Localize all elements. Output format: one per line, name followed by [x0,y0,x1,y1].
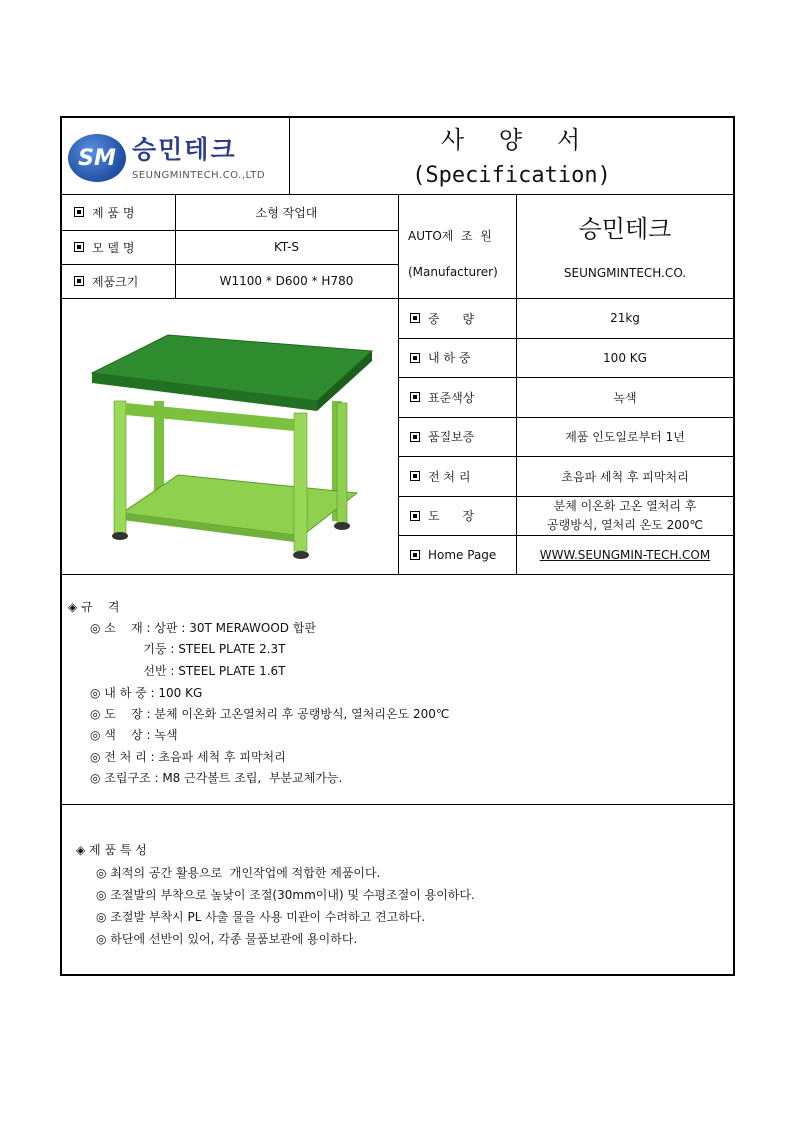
checkbox-icon [410,511,420,521]
checkbox-icon [410,550,420,560]
company-logo [66,130,286,188]
spec-sheet [60,116,735,976]
product-name-value: 소형 작업대 [255,205,318,220]
spec-pretreatment-value: 초음파 세척 후 피막처리 [561,469,689,484]
manufacturer-site: SEUNGMINTECH.CO. [563,266,687,280]
logo-name: 승민테크 [132,135,237,164]
spec-weight-value: 21kg [610,311,640,325]
feature-line: ◎ 조절발의 부착으로 높낮이 조절(30mm이내) 및 수평조절이 용이하다. [96,888,475,902]
spec-load-value: 100 KG [603,350,647,365]
features-heading: ◈ 제 품 특 성 [76,843,147,857]
checkbox-icon [410,392,420,402]
spec-pretreatment-label: 전 처 리 [398,456,516,496]
product-size-value: W1100 * D600 * H780 [219,274,354,288]
checkbox-icon [74,207,84,217]
spec-color-label: 표준색상 [398,377,516,417]
standard-line: 선반 : STEEL PLATE 1.6T [90,664,286,678]
standard-line: ◎ 색 상 : 녹색 [90,728,178,742]
homepage-link[interactable]: WWW.SEUNGMIN-TECH.COM [539,547,711,562]
model-name-label: 모 델 명 [62,230,175,264]
standard-line: 기둥 : STEEL PLATE 2.3T [90,642,286,656]
model-name-value: KT-S [273,240,300,254]
standard-line: ◎ 도 장 : 분체 이온화 고온열처리 후 공랭방식, 열처리온도 200℃ [90,707,450,721]
checkbox-icon [74,276,84,286]
title-english: (Specification) [412,162,611,188]
checkbox-icon [410,353,420,363]
feature-line: ◎ 조절발 부착시 PL 사출 물을 사용 미관이 수려하고 견고하다. [96,910,426,924]
checkbox-icon [410,432,420,442]
workbench-illustration [82,323,382,568]
standard-line: ◎ 조립구조 : M8 근각볼트 조립, 부분교체가능. [90,771,343,785]
feature-line: ◎ 하단에 선반이 있어, 각종 물품보관에 용이하다. [96,932,358,946]
title-korean: 사 양 서 [440,125,583,154]
manufacturer-label: AUTO제 조 원 (Manufacturer) [408,229,498,279]
standard-heading: ◈ 규 격 [68,600,120,614]
spec-color-value: 녹색 [613,390,637,405]
feature-line: ◎ 최적의 공간 활용으로 개인작업에 적합한 제품이다. [96,866,381,880]
product-name-label: 제 품 명 [62,194,175,230]
checkbox-icon [410,313,420,323]
product-size-label: 제품크기 [62,264,175,298]
checkbox-icon [410,471,420,481]
homepage-link-cell [517,535,733,574]
spec-warranty-label: 품질보증 [398,417,516,456]
logo-subtitle: SEUNGMINTECH.CO.,LTD [132,170,266,181]
spec-warranty-value: 제품 인도일로부터 1년 [565,430,685,444]
spec-weight-label: 중 량 [398,298,516,338]
product-image [82,323,382,568]
standard-line: ◎ 전 처 리 : 초음파 세척 후 피막처리 [90,750,286,764]
checkbox-icon [74,242,84,252]
standard-line: ◎ 내 하 중 : 100 KG [90,686,203,700]
spec-load-label: 내 하 중 [398,338,516,377]
spec-coating-label: 도 장 [398,496,516,535]
spec-coating-value: 분체 이온화 고온 열처리 후 공랭방식, 열처리 온도 200℃ [547,499,703,532]
standard-line: ◎ 소 재 : 상판 : 30T MERAWOOD 합판 [90,621,317,635]
spec-homepage-label: Home Page [398,535,516,574]
manufacturer-name: 승민테크 [578,214,672,243]
logo-badge: SM [68,134,126,182]
